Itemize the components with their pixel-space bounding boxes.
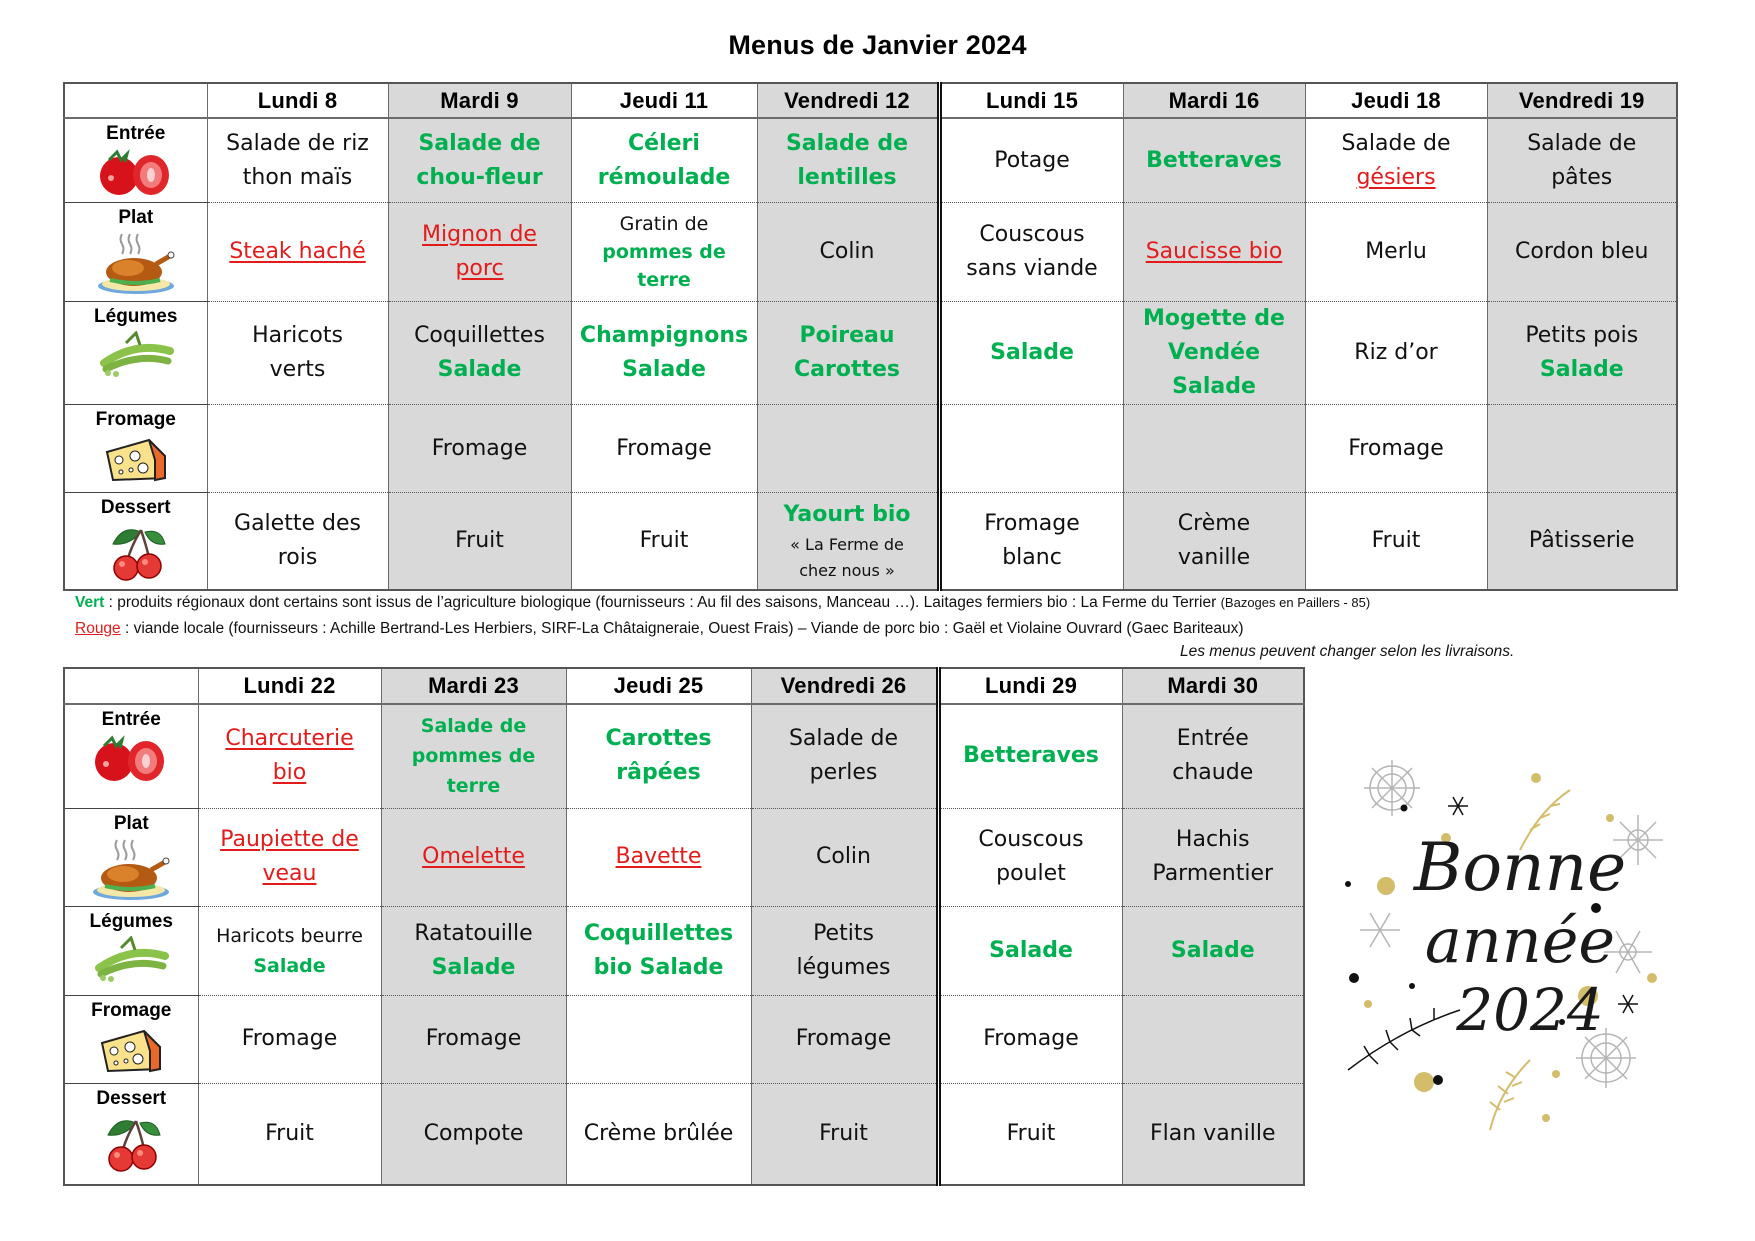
header-row (64, 83, 1677, 118)
menu-cell (1122, 704, 1304, 808)
menu-item-text: Saucisse bio (1145, 239, 1283, 264)
menu-cell (751, 906, 938, 995)
menu-item-text: poulet (996, 861, 1066, 886)
menu-cell (207, 405, 388, 493)
menu-item-text: Salade de (1341, 130, 1451, 156)
menu-item-text: Salade de riz (226, 130, 369, 156)
menu-cell (207, 118, 388, 203)
greeting-line-3: 2024 (1456, 976, 1604, 1044)
day-header: Lundi 15 (939, 83, 1123, 118)
menu-cell (1123, 203, 1305, 302)
row-label-cell (64, 302, 207, 405)
day-header: Lundi 22 (198, 668, 381, 704)
menu-item-text: Galette des (234, 510, 361, 536)
menu-cell (1487, 203, 1677, 302)
menu-item-text: Fruit (1006, 1120, 1056, 1146)
green-beans-icon (69, 331, 203, 381)
menu-item-text: Fruit (455, 527, 504, 553)
menu-cell (566, 995, 751, 1083)
row-label-cell (64, 808, 198, 906)
menu-cell (566, 704, 751, 808)
row-plat (64, 808, 1304, 906)
row-label: Entrée (106, 123, 166, 144)
menu-cell (1123, 118, 1305, 203)
new-year-greeting-image (1340, 730, 1700, 1150)
menu-item-text: légumes (796, 954, 891, 980)
menu-item-text: vanille (1177, 544, 1251, 570)
menu-item-text: Mignon de (422, 222, 537, 247)
menu-cell (566, 906, 751, 995)
menu-cell (751, 704, 938, 808)
menu-item-text: perles (809, 760, 878, 786)
menu-cell (571, 203, 757, 302)
menu-item-text: chaude (1172, 760, 1254, 786)
menu-item-text: Haricots beurre (216, 924, 363, 947)
menu-item-text: Poireau (799, 323, 895, 348)
menu-item-text: râpées (616, 760, 701, 786)
menu-cell (1487, 405, 1677, 493)
day-header: Jeudi 25 (566, 668, 751, 704)
legend-green (75, 594, 1370, 612)
row-label-cell (64, 1083, 198, 1185)
menu-cell (757, 203, 939, 302)
menu-cell (198, 906, 381, 995)
menu-cell (757, 302, 939, 405)
menu-item-text: Couscous (979, 222, 1085, 247)
menu-item-text: Fromage (983, 1026, 1079, 1051)
row-label-cell (64, 906, 198, 995)
menu-cell (1122, 1083, 1304, 1185)
menu-item-text: Salade (1539, 357, 1624, 382)
menu-cell (198, 704, 381, 808)
day-header: Vendredi 12 (757, 83, 939, 118)
row-label-cell (64, 493, 207, 590)
menu-cell (1122, 808, 1304, 906)
menu-item-text: Potage (994, 147, 1070, 173)
day-header: Vendredi 26 (751, 668, 938, 704)
menu-cell (198, 995, 381, 1083)
menu-cell (751, 1083, 938, 1185)
menu-cell (381, 704, 566, 808)
menu-cell (1305, 118, 1487, 203)
menu-cell (938, 906, 1122, 995)
corner-cell (64, 83, 207, 118)
menu-cell (198, 808, 381, 906)
menu-cell (938, 808, 1122, 906)
menu-item-text: Fruit (265, 1120, 314, 1146)
row-label-cell (64, 995, 198, 1083)
cheese-icon (69, 1025, 194, 1079)
menu-item-text: Carottes (793, 357, 900, 382)
menu-item-text: blanc (1002, 544, 1062, 570)
header-row (64, 668, 1304, 704)
menu-item-text: Betteraves (963, 743, 1099, 769)
row-label: Dessert (100, 497, 171, 518)
row-label-cell (64, 704, 198, 808)
menu-item-text: bio (272, 760, 307, 786)
menu-item-text: Haricots (252, 323, 343, 348)
menu-item-text: chou-fleur (416, 164, 543, 190)
menu-item-text: terre (446, 775, 501, 798)
menu-item-text: Salade (1170, 937, 1255, 963)
menu-cell (938, 1083, 1122, 1185)
menu-cell (388, 302, 571, 405)
row-label: Entrée (101, 709, 161, 730)
menu-cell (566, 808, 751, 906)
menu-cell (207, 493, 388, 590)
menu-item-text: Carottes (605, 726, 712, 752)
row-label-cell (64, 118, 207, 203)
menu-item-text: Champignons (579, 323, 749, 348)
day-header: Mardi 30 (1122, 668, 1304, 704)
menu-item-text: Fruit (1371, 527, 1421, 553)
menu-cell (1305, 493, 1487, 590)
menu-table-weeks-2-3 (63, 82, 1678, 591)
menu-item-text: Salade (622, 357, 706, 382)
menu-cell (198, 1083, 381, 1185)
menu-item-text: pommes de (411, 745, 536, 768)
menu-item-text: chez nous » (799, 560, 895, 580)
menu-item-text: verts (269, 357, 326, 382)
day-header: Vendredi 19 (1487, 83, 1677, 118)
day-header: Jeudi 18 (1305, 83, 1487, 118)
menu-item-text: Vendée Salade (1168, 340, 1260, 399)
menu-item-text: Charcuterie (225, 726, 354, 752)
menu-cell (939, 302, 1123, 405)
menu-cell (566, 1083, 751, 1185)
menu-item-text: Mogette de (1143, 306, 1285, 331)
menu-cell (381, 1083, 566, 1185)
day-header: Mardi 9 (388, 83, 571, 118)
menu-item-text: Salade (431, 954, 516, 980)
menu-cell (388, 203, 571, 302)
menu-item-text: porc (455, 256, 504, 281)
menu-cell (381, 995, 566, 1083)
menu-item-text: Coquillettes (583, 920, 734, 946)
roast-chicken-icon (69, 232, 203, 300)
menu-cell (1487, 493, 1677, 590)
menu-item-text: Petits pois (1525, 323, 1639, 348)
menu-item-text: Fromage (431, 435, 528, 461)
menu-cell (381, 906, 566, 995)
menu-item-text: lentilles (797, 164, 897, 190)
menu-cell (939, 405, 1123, 493)
menu-cell (757, 493, 939, 590)
menu-item-text: Gratin de (619, 213, 709, 235)
menu-item-text: Fromage (984, 510, 1080, 536)
menu-cell (1123, 493, 1305, 590)
menu-item-text: Riz d’or (1354, 340, 1438, 365)
row-dessert (64, 493, 1677, 590)
menu-item-text: Fruit (639, 527, 689, 553)
menu-item-text: Crème (1177, 510, 1251, 536)
cherries-icon (69, 522, 203, 586)
menu-cell (757, 118, 939, 203)
menu-item-text: sans viande (966, 256, 1098, 281)
menu-item-text: Flan vanille (1149, 1120, 1276, 1146)
menu-item-text: Fromage (1348, 435, 1444, 461)
menu-cell (207, 203, 388, 302)
menu-cell (207, 302, 388, 405)
menu-item-text: Coquillettes (414, 323, 545, 348)
menu-cell (939, 203, 1123, 302)
legend-red (75, 620, 1244, 638)
corner-cell (64, 668, 198, 704)
menu-item-text: Salade de (1527, 130, 1637, 156)
row-label: Dessert (96, 1087, 167, 1109)
legend-green-text: : produits régionaux dont certains sont issus de l’agriculture biologique (fournisseurs : Au fil des saisons, Manceau …). Laitages fermiers bio : La Ferme du Terrier (108, 594, 1221, 611)
menu-cell (388, 118, 571, 203)
row-fromage (64, 405, 1677, 493)
menu-item-text: « La Ferme de (790, 534, 904, 554)
row-fromage (64, 995, 1304, 1083)
legend-red-label: Rouge (75, 620, 121, 637)
menu-item-text: Colin (819, 239, 875, 264)
menu-item-text: Salade de (420, 715, 527, 738)
day-header: Lundi 8 (207, 83, 388, 118)
snowflake-decoration-icon (1340, 730, 1700, 1150)
menu-cell (1123, 302, 1305, 405)
menu-item-text: Fromage (425, 1026, 522, 1051)
greeting-line-2: année (1424, 904, 1616, 977)
row-label-cell (64, 405, 207, 493)
menu-cell (1487, 118, 1677, 203)
menu-item-text: pâtes (1551, 164, 1613, 190)
menu-item-text: Cordon bleu (1515, 239, 1649, 264)
menu-item-text: Entrée (1176, 726, 1249, 752)
cheese-icon (69, 434, 203, 488)
menu-cell (381, 808, 566, 906)
green-beans-icon (69, 936, 194, 986)
menu-cell (388, 405, 571, 493)
menu-item-text: Bavette (615, 844, 702, 869)
menu-item-text: Ratatouille (414, 920, 533, 946)
menu-item-text: gésiers (1356, 164, 1436, 190)
tomato-icon (69, 148, 203, 202)
row-legumes (64, 906, 1304, 995)
menu-item-text: Couscous (978, 827, 1084, 852)
menu-cell (938, 704, 1122, 808)
row-label: Plat (118, 207, 154, 228)
row-plat (64, 203, 1677, 302)
greeting-line-1: Bonne (1413, 829, 1627, 906)
menu-item-text: Crème brûlée (583, 1120, 734, 1146)
menu-item-text: rois (277, 544, 318, 570)
roast-chicken-icon (69, 838, 194, 906)
menu-item-text: Fruit (819, 1120, 868, 1146)
menu-cell (571, 118, 757, 203)
menu-item-text: Colin (816, 844, 871, 869)
row-label: Légumes (94, 306, 178, 327)
day-header: Lundi 29 (938, 668, 1122, 704)
menu-item-text: Betteraves (1146, 147, 1282, 173)
menu-item-text: Pâtisserie (1528, 527, 1635, 553)
row-label: Fromage (95, 409, 176, 430)
menu-cell (757, 405, 939, 493)
day-header: Mardi 23 (381, 668, 566, 704)
menu-item-text: Yaourt bio (783, 501, 911, 527)
menu-cell (751, 808, 938, 906)
menu-cell (1487, 302, 1677, 405)
row-label-cell (64, 203, 207, 302)
menu-item-text: Salade (253, 954, 326, 977)
menu-item-text: Salade de (418, 130, 541, 156)
legend-red-text: : viande locale (fournisseurs : Achille Bertrand-Les Herbiers, SIRF-La Châtaigneraie, Ouest Frais) – Viande de porc bio : Gaël et Violaine Ouvrard (Gaec Bariteaux) (120, 620, 1244, 637)
row-label: Plat (113, 812, 149, 834)
menu-item-text: Céleri (628, 130, 700, 156)
menu-item-text: Salade (990, 340, 1074, 365)
menu-item-text: Salade (437, 357, 522, 382)
menu-cell (1123, 405, 1305, 493)
menu-cell (571, 302, 757, 405)
legend-disclaimer: Les menus peuvent changer selon les livraisons. (1180, 643, 1515, 660)
menu-item-text: Omelette (422, 844, 525, 869)
menu-table-weeks-4-5 (63, 667, 1305, 1186)
menu-item-text: Steak haché (229, 239, 366, 264)
menu-cell (1122, 906, 1304, 995)
menu-cell (751, 995, 938, 1083)
row-label: Légumes (89, 910, 173, 932)
menu-item-text: Compote (423, 1120, 524, 1146)
legend-green-label: Vert (75, 594, 105, 611)
menu-item-text: Parmentier (1152, 861, 1274, 886)
menu-item-text: Paupiette de (220, 827, 359, 852)
menu-item-text: Fromage (795, 1026, 892, 1051)
menu-item-text: rémoulade (597, 164, 731, 190)
menu-item-text: pommes de (602, 241, 726, 263)
menu-cell (939, 118, 1123, 203)
menu-cell (1122, 995, 1304, 1083)
menu-item-text: Petits (813, 920, 874, 946)
menu-cell (938, 995, 1122, 1083)
menu-item-text: Salade de (788, 726, 899, 752)
row-dessert (64, 1083, 1304, 1185)
menu-cell (1305, 203, 1487, 302)
menu-cell (571, 405, 757, 493)
row-label: Fromage (91, 999, 172, 1021)
menu-cell (1305, 405, 1487, 493)
menu-item-text: Hachis (1175, 827, 1250, 852)
menu-item-text: veau (262, 861, 317, 886)
legend-green-location: (Bazoges en Paillers - 85) (1220, 595, 1371, 610)
menu-cell (571, 493, 757, 590)
menu-cell (1305, 302, 1487, 405)
menu-item-text: Salade (989, 937, 1073, 963)
menu-item-text: Fromage (616, 435, 712, 461)
page-title: Menus de Janvier 2024 (728, 30, 1027, 60)
menu-item-text: bio Salade (593, 954, 724, 980)
tomato-icon (69, 734, 194, 788)
menu-item-text: thon maïs (242, 164, 353, 190)
row-legumes (64, 302, 1677, 405)
cherries-icon (69, 1113, 194, 1177)
menu-cell (939, 493, 1123, 590)
menu-item-text: Salade de (785, 130, 909, 156)
menu-item-text: Merlu (1365, 239, 1427, 264)
row-entree (64, 704, 1304, 808)
row-entree (64, 118, 1677, 203)
day-header: Mardi 16 (1123, 83, 1305, 118)
menu-cell (388, 493, 571, 590)
menu-item-text: Fromage (241, 1026, 338, 1051)
day-header: Jeudi 11 (571, 83, 757, 118)
menu-item-text: terre (637, 269, 691, 291)
